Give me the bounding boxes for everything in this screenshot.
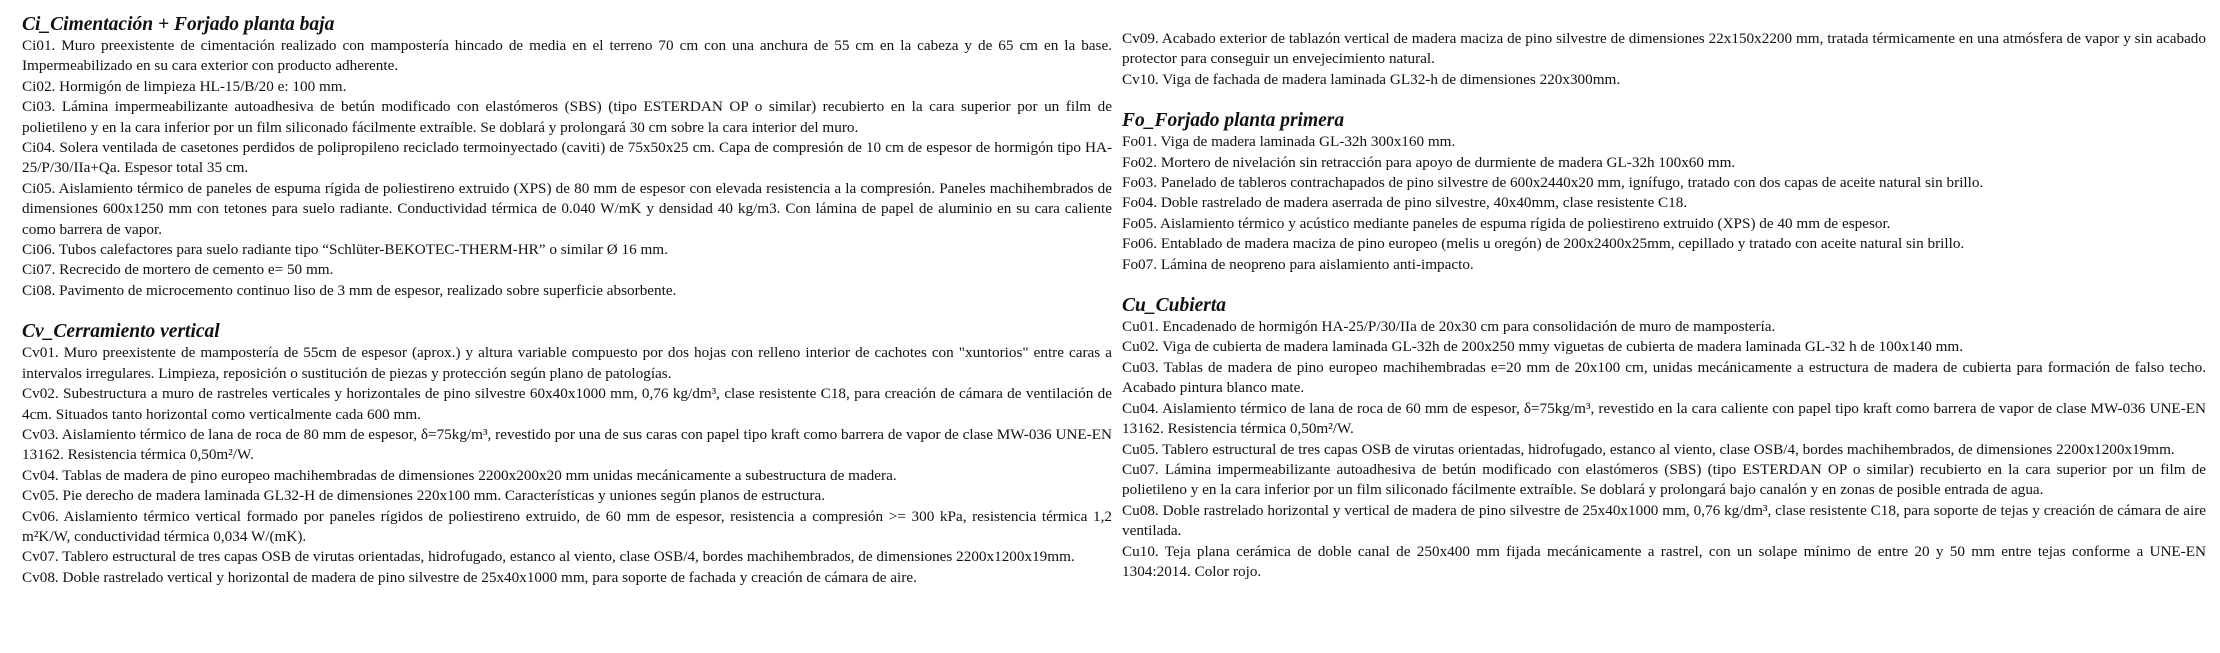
legend-entry: Cv05. Pie derecho de madera laminada GL32-H de dimensiones 220x100 mm. Características y uniones según planos de estructura.	[22, 487, 826, 505]
legend-entry: Cu04. Aislamiento térmico de lana de roca de 60 mm de espesor, δ=75kg/m³, revestido en la cara caliente con papel tipo kraft como barrera de vapor de clase MW-036 UNE-EN 13162. Resistencia térmica 0,50m²/W.	[1122, 399, 2206, 438]
section-title: Cu_Cubierta	[1122, 295, 1227, 317]
legend-entry: Ci03. Lámina impermeabilizante autoadhesiva de betún modificado con elastómeros (SBS) (tipo ESTERDAN OP o similar) recubierto en la cara superior por un film de polietileno y en la cara inferior por un film siliconado fácilmente extraíble. Se doblará y prolongará 30 cm sobre la cara interior del muro.	[22, 98, 1112, 136]
right-column	[1122, 29, 2206, 602]
legend-entry: Fo04. Doble rastrelado de madera aserrada de pino silvestre, 40x40mm, clase resistente C18.	[1122, 194, 1688, 212]
legend-entry: Cu03. Tablas de madera de pino europeo machihembradas e=20 mm de 20x100 cm, unidas mecánicamente a estructura de madera de cubierta para formación de falso techo. Acabado pintura blanco mate.	[1122, 358, 2206, 397]
section-title: Cv_Cerramiento vertical	[22, 321, 220, 343]
legend-entry: Fo03. Panelado de tableros contrachapados de pino silvestre de 600x2440x20 mm, ignífugo, tratado con dos capas de aceite natural sin brillo.	[1122, 174, 1984, 192]
legend-entry: Cv02. Subestructura a muro de rastreles verticales y horizontales de pino silvestre 60x40x1000 mm, 0,76 kg/dm³, clase resistente C18, para creación de cámara de ventilación de 4cm. Situados tanto horizontal como verticalmente cada 600 mm.	[22, 385, 1112, 423]
legend-entry: Ci01. Muro preexistente de cimentación realizado con mampostería hincado de media en el terreno 70 cm con una anchura de 55 cm en la cabeza y de 65 cm en la base. Impermeabilizado en su cara exterior con producto adherente.	[22, 37, 1112, 75]
legend-entry: Cu10. Teja plana cerámica de doble canal de 250x400 mm fijada mecánicamente a rastrel, con un solape mínimo de entre 20 y 50 mm entre tejas conforme a UNE-EN 1304:2014. Color rojo.	[1122, 542, 2206, 580]
legend-entry: Fo07. Lámina de neopreno para aislamiento anti-impacto.	[1122, 255, 1474, 273]
legend-entry: Cv04. Tablas de madera de pino europeo machihembradas de dimensiones 2200x200x20 mm unidas mecánicamente a subestructura de madera.	[22, 466, 897, 484]
legend-entry: Cv10. Viga de fachada de madera laminada GL32-h de dimensiones 220x300mm.	[1122, 70, 1621, 88]
legend-entry: Ci05. Aislamiento térmico de paneles de espuma rígida de poliestireno extruido (XPS) de 80 mm de espesor con elevada resistencia a la compresión. Paneles machihembrados de dimensiones 600x1250 mm con tetones para suelo radiante. Conductividad térmica de 0.040 W/mK y densidad 40 kg/m3. Con lámina de papel de aluminio en su cara caliente como barrera de vapor.	[22, 179, 1112, 238]
legend-section	[1122, 29, 2206, 90]
legend-section	[22, 14, 1112, 301]
legend-entry: Ci02. Hormigón de limpieza HL-15/B/20 e: 100 mm.	[22, 77, 347, 95]
left-column	[22, 14, 1112, 608]
legend-entry: Cu07. Lámina impermeabilizante autoadhesiva de betún modificado con elastómeros (SBS) (tipo ESTERDAN OP o similar) recubierto en la cara superior por un film de polietileno y en la cara inferior por un film siliconado fácilmente extraíble. Se doblará y prolongará bajo canalón y en zonas de posible entrada de agua.	[1122, 460, 2206, 499]
legend-section	[1122, 295, 2206, 582]
legend-entry: Cu05. Tablero estructural de tres capas OSB de virutas orientadas, hidrofugado, estanco al viento, clase OSB/4, bordes machihembrados, de dimensiones 2200x1200x19mm.	[1122, 440, 2175, 458]
legend-entry: Cv09. Acabado exterior de tablazón vertical de madera maciza de pino silvestre de dimensiones 22x150x2200 mm, tratada térmicamente en una atmósfera de vapor y sin acabado protector para conseguir un envejecimiento natural.	[1122, 30, 2206, 68]
legend-entry: Fo01. Viga de madera laminada GL-32h 300x160 mm.	[1122, 133, 1456, 151]
legend-entry: Cv07. Tablero estructural de tres capas OSB de virutas orientadas, hidrofugado, estanco al viento, clase OSB/4, bordes machihembrados, de dimensiones 2200x1200x19mm.	[22, 548, 1075, 566]
legend-entry: Cu08. Doble rastrelado horizontal y vertical de madera de pino silvestre de 25x40x1000 mm, 0,76 kg/dm³, clase resistente C18, para soporte de tejas y creación de cámara de aire ventilada.	[1122, 501, 2206, 540]
legend-section	[1122, 110, 2206, 275]
section-title: Fo_Forjado planta primera	[1122, 110, 1345, 132]
legend-entry: Cv01. Muro preexistente de mampostería de 55cm de espesor (aprox.) y altura variable compuesto por dos hojas con relleno interior de cachotes con "xuntorios" entre caras a intervalos irregulares. Limpieza, reposición o sustitución de piezas y protección según plano de patologías.	[22, 344, 1112, 382]
legend-entry: Cv03. Aislamiento térmico de lana de roca de 80 mm de espesor, δ=75kg/m³, revestido por una de sus caras con papel tipo kraft como barrera de vapor de clase MW-036 UNE-EN 13162. Resistencia térmica 0,50m²/W.	[22, 425, 1112, 464]
legend-entry: Fo05. Aislamiento térmico y acústico mediante paneles de espuma rígida de poliestireno extruido (XPS) de 40 mm de espesor.	[1122, 214, 1891, 232]
legend-entry: Ci07. Recrecido de mortero de cemento e= 50 mm.	[22, 261, 334, 279]
legend-entry: Cu01. Encadenado de hormigón HA-25/P/30/IIa de 20x30 cm para consolidación de muro de mampostería.	[1122, 318, 1776, 336]
legend-entry: Ci06. Tubos calefactores para suelo radiante tipo “Schlüter-BEKOTEC-THERM-HR” o similar Ø 16 mm.	[22, 241, 668, 259]
legend-entry: Ci08. Pavimento de microcemento continuo liso de 3 mm de espesor, realizado sobre superficie absorbente.	[22, 281, 677, 299]
legend-entry: Cu02. Viga de cubierta de madera laminada GL-32h de 200x250 mmy viguetas de cubierta de madera laminada GL-32 h de 100x140 mm.	[1122, 338, 1964, 356]
legend-entry: Ci04. Solera ventilada de casetones perdidos de polipropileno reciclado termoinyectado (caviti) de 75x50x25 cm. Capa de compresión de 10 cm de espesor de hormigón tipo HA-25/P/30/IIa+Qa. Espesor total 35 cm.	[22, 139, 1112, 177]
legend-entry: Fo02. Mortero de nivelación sin retracción para apoyo de durmiente de madera GL-32h 100x60 mm.	[1122, 153, 1736, 171]
legend-entry: Cv06. Aislamiento térmico vertical formado por paneles rígidos de poliestireno extruido, de 60 mm de espesor, resistencia a compresión >= 300 kPa, resistencia térmica 1,2 m²K/W, conductividad térmica 0,034 W/(mK).	[22, 507, 1112, 545]
section-title: Ci_Cimentación + Forjado planta baja	[22, 14, 335, 35]
legend-section	[22, 321, 1112, 588]
legend-entry: Cv08. Doble rastrelado vertical y horizontal de madera de pino silvestre de 25x40x1000 mm, para soporte de fachada y creación de cámara de aire.	[22, 568, 917, 586]
legend-entry: Fo06. Entablado de madera maciza de pino europeo (melis u oregón) de 200x2400x25mm, cepillado y tratado con aceite natural sin brillo.	[1122, 235, 1965, 253]
